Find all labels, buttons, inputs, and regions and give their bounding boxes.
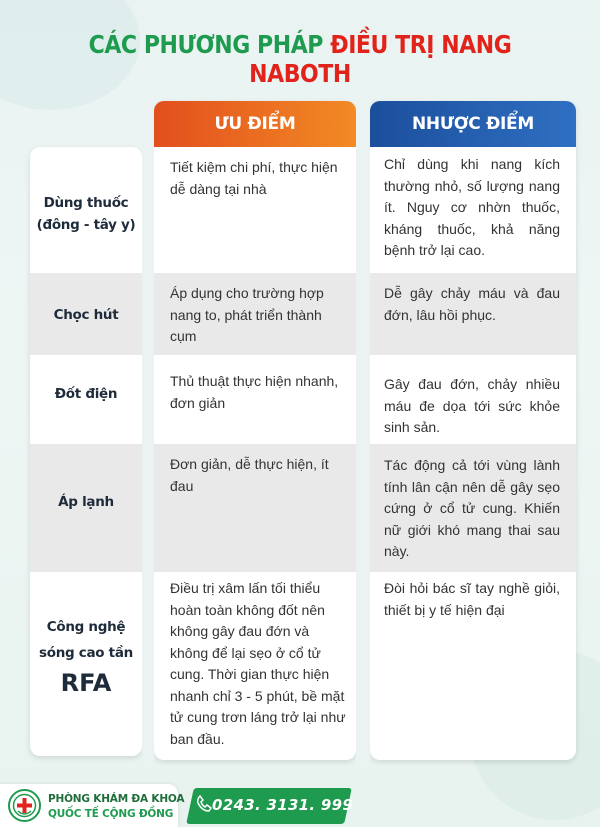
- pros-cell: Áp dụng cho trường hợp nang to, phát triển thành cụm: [170, 285, 324, 344]
- clinic-logo-icon: [8, 789, 41, 822]
- cons-cell: Dễ gây chảy máu và đau đớn, lâu hồi phục.: [384, 285, 560, 323]
- clinic-logo-box: [0, 784, 185, 827]
- cons-cell: Đòi hỏi bác sĩ tay nghề giỏi, thiết bị y tế hiện đại: [384, 580, 560, 618]
- cons-cell: Tác động cả tới vùng lành tính lân cận nên dễ gây sẹo cứng ở cổ tử cung. Khiến nữ giới khó mang thai sau này.: [384, 457, 560, 559]
- cons-header: NHƯỢC ĐIỂM: [370, 101, 576, 147]
- page-title: [36, 30, 564, 88]
- cons-cell: Chỉ dùng khi nang kích thường nhỏ, số lượng nang ít. Nguy cơ nhờn thuốc, kháng thuốc, khả năng bệnh trở lại cao.: [384, 156, 560, 258]
- method-label-line: Chọc hút: [53, 307, 119, 323]
- cons-cell: Gây đau đớn, chảy nhiều máu đe dọa tới sức khỏe sinh sản.: [384, 376, 560, 435]
- pros-cell: Đơn giản, dễ thực hiện, ít đau: [170, 456, 329, 494]
- pros-cell: Điều trị xâm lấn tối thiểu hoàn toàn không đốt nên không gây đau đớn và không để lại sẹo ở cổ tử cung. Thời gian thực hiện nhanh chỉ 3 - 5 phút, bề mặt tử cung trơn láng trở lại như ban đầu.: [170, 580, 346, 747]
- phone-icon: [196, 795, 212, 813]
- column-gap: [356, 101, 370, 761]
- method-label-line: Đốt điện: [54, 386, 118, 402]
- column-gap: [142, 101, 154, 761]
- pros-cell: Tiết kiệm chi phí, thực hiện dễ dàng tại nhà: [170, 159, 338, 197]
- clinic-name-line1: PHÒNG KHÁM ĐA KHOA: [48, 793, 185, 805]
- title-part-red: ĐIỀU TRỊ NANG NABOTH: [249, 30, 512, 88]
- method-label: [30, 304, 142, 326]
- method-label-line: Dùng thuốc: [43, 195, 129, 211]
- footer: [0, 784, 600, 827]
- method-label: [30, 192, 142, 236]
- method-label-line: sóng cao tần: [39, 645, 133, 661]
- method-label-line: Áp lạnh: [58, 494, 114, 510]
- method-label: [30, 491, 142, 513]
- method-label-line: RFA: [60, 669, 112, 697]
- clinic-name-line2: QUỐC TẾ CỘNG ĐỒNG: [48, 808, 174, 820]
- method-label: [30, 614, 142, 700]
- phone-number[interactable]: 0243. 3131. 999: [212, 796, 354, 814]
- method-label: [30, 383, 142, 405]
- pros-header: ƯU ĐIỂM: [154, 101, 356, 147]
- pros-cell: Thủ thuật thực hiện nhanh, đơn giản: [170, 373, 339, 411]
- title-part-green: CÁC PHƯƠNG PHÁP: [88, 30, 323, 59]
- method-label-line: (đông - tây y): [36, 217, 136, 233]
- method-label-line: Công nghệ: [46, 619, 126, 635]
